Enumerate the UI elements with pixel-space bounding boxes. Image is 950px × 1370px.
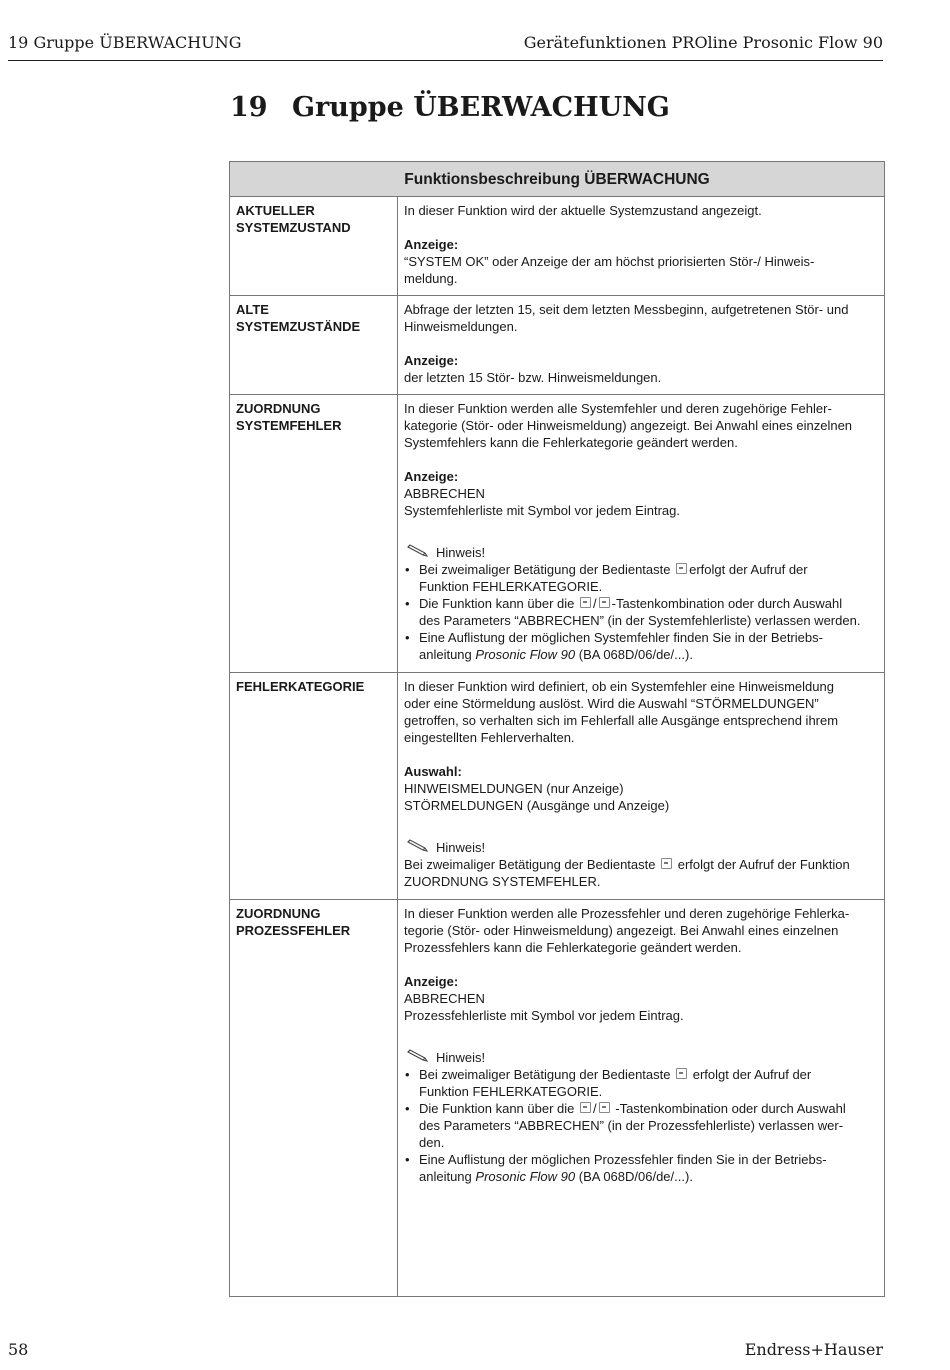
plus-key-icon — [580, 597, 591, 608]
pencil-note-icon — [406, 839, 436, 857]
pencil-note-icon — [406, 544, 436, 562]
note-heading: Hinweis! — [404, 544, 878, 561]
list-item: • Die Funktion kann über die / -Tastenkombination oder durch Auswahl des Parameters “ABBRECHEN” (in der Systemfehlerliste) verlassen werden. — [404, 595, 878, 629]
note-list — [404, 1066, 878, 1185]
function-description: In dieser Funktion wird definiert, ob ein Systemfehler eine Hinweismeldung oder eine Störmeldung auslöst. Wird die Auswahl “STÖRMELDUNGEN” getroffen, so verhalten sich im Fehlerfall alle Ausgänge entsprechend ihrem eingestellten Fehlerverhalten. Auswahl: HINWEISMELDUNGEN (nur Anzeige) STÖRMELDUNGEN (Ausgänge und Anzeige) Hinweis! Bei zweimaliger Betätigung der Bedientaste erfolgt der Aufruf der Funktion ZUORDNUNG SYSTEMFEHLER. — [398, 673, 885, 900]
page-number: 58 — [8, 1340, 29, 1359]
minus-key-icon — [599, 597, 610, 608]
brand-logo: Endress+Hauser — [744, 1340, 883, 1359]
header-section: 19 Gruppe ÜBERWACHUNG — [8, 33, 242, 52]
table-row — [230, 900, 885, 1297]
function-description: In dieser Funktion wird der aktuelle Systemzustand angezeigt. Anzeige: “SYSTEM OK” oder Anzeige der am höchst priorisierten Stör-/ Hinweis- meldung. — [398, 197, 885, 296]
display-label: Anzeige: — [404, 974, 459, 989]
function-name: AKTUELLER SYSTEMZUSTAND — [230, 197, 398, 296]
function-name: ZUORDNUNG PROZESSFEHLER — [230, 900, 398, 1297]
function-name: ALTE SYSTEMZUSTÄNDE — [230, 296, 398, 395]
plus-key-icon — [580, 1102, 591, 1113]
list-item: • Bei zweimaliger Betätigung der Bedientaste erfolgt der Aufruf der Funktion FEHLERKATEGORIE. — [404, 1066, 878, 1100]
enter-key-icon — [676, 563, 687, 574]
page-footer — [8, 1340, 883, 1360]
list-item: • Eine Auflistung der möglichen Prozessfehler finden Sie in der Betriebs- anleitung Prosonic Flow 90 (BA 068D/06/de/...). — [404, 1151, 878, 1185]
note-heading: Hinweis! — [404, 839, 878, 856]
chapter-number: 19 — [230, 92, 268, 123]
chapter-title: Gruppe ÜBERWACHUNG — [292, 92, 670, 123]
running-header — [8, 32, 883, 61]
list-item: • Die Funktion kann über die / -Tastenkombination oder durch Auswahl des Parameters “ABBRECHEN” (in der Prozessfehlerliste) verlassen wer- den. — [404, 1100, 878, 1151]
function-description: In dieser Funktion werden alle Systemfehler und deren zugehörige Fehler- kategorie (Stör- oder Hinweismeldung) angezeigt. Bei Anwahl eines einzelnen Systemfehlers kann die Fehlerkategorie geändert werden. Anzeige: ABBRECHEN Systemfehlerliste mit Symbol vor jedem Eintrag. Hinweis! • Bei zweimaliger Betätigung der Bedientaste erfolgt der Aufruf der Funktion FEHLERKATEGORIE. • Die Funktion kann über die / -Tastenkombination oder durch Auswahl des Parameters “ABBRECHEN” (in der Systemfehlerliste) verlassen werden. • Eine Auflistung der möglichen Systemfehler finden Sie in der Betriebs- anleitung Prosonic Flow 90 (BA 068D/06/de/...). — [398, 395, 885, 673]
list-item: • Eine Auflistung der möglichen Systemfehler finden Sie in der Betriebs- anleitung Prosonic Flow 90 (BA 068D/06/de/...). — [404, 629, 878, 663]
table-header-row — [230, 162, 885, 197]
display-label: Anzeige: — [404, 353, 459, 368]
display-label: Anzeige: — [404, 237, 459, 252]
selection-label: Auswahl: — [404, 764, 462, 779]
function-description: Abfrage der letzten 15, seit dem letzten Messbeginn, aufgetretenen Stör- und Hinweismeldungen. Anzeige: der letzten 15 Stör- bzw. Hinweismeldungen. — [398, 296, 885, 395]
function-name: ZUORDNUNG SYSTEMFEHLER — [230, 395, 398, 673]
enter-key-icon — [661, 858, 672, 869]
table-heading: Funktionsbeschreibung ÜBERWACHUNG — [230, 162, 885, 197]
table-row — [230, 395, 885, 673]
header-doc-title: Gerätefunktionen PROline Prosonic Flow 90 — [523, 33, 883, 52]
function-description: In dieser Funktion werden alle Prozessfehler und deren zugehörige Fehlerka- tegorie (Stör- oder Hinweismeldung) angezeigt. Bei Anwahl eines einzelnen Prozessfehlers kann die Fehlerkategorie geändert werden. Anzeige: ABBRECHEN Prozessfehlerliste mit Symbol vor jedem Eintrag. Hinweis! • Bei zweimaliger Betätigung der Bedientaste erfolgt der Aufruf der Funktion FEHLERKATEGORIE. • Die Funktion kann über die / -Tastenkombination oder durch Auswahl des Parameters “ABBRECHEN” (in der Prozessfehlerliste) verlassen wer- den. • Eine Auflistung der möglichen Prozessfehler finden Sie in der Betriebs- anleitung Prosonic Flow 90 (BA 068D/06/de/...). — [398, 900, 885, 1297]
note-text: Bei zweimaliger Betätigung der Bedientaste erfolgt der Aufruf der Funktion — [404, 857, 850, 872]
function-table — [229, 161, 885, 1297]
function-name: FEHLERKATEGORIE — [230, 673, 398, 900]
table-row — [230, 197, 885, 296]
list-item: • Bei zweimaliger Betätigung der Bedientaste erfolgt der Aufruf der Funktion FEHLERKATEGORIE. — [404, 561, 878, 595]
pencil-note-icon — [406, 1049, 436, 1067]
page-title — [230, 92, 670, 123]
enter-key-icon — [676, 1068, 687, 1079]
display-label: Anzeige: — [404, 469, 459, 484]
table-row — [230, 296, 885, 395]
minus-key-icon — [599, 1102, 610, 1113]
table-row — [230, 673, 885, 900]
note-list — [404, 561, 878, 663]
note-heading: Hinweis! — [404, 1049, 878, 1066]
